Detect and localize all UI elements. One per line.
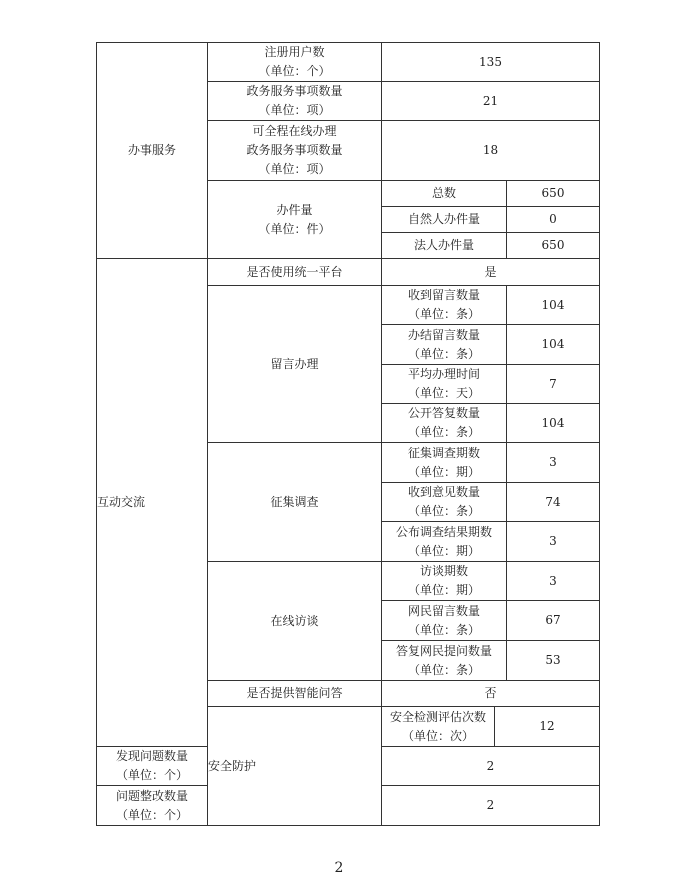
row-value: 2 <box>382 786 600 826</box>
sub-value: 67 <box>507 601 600 641</box>
sub-label: 收到留言数量 （单位：条） <box>382 286 507 325</box>
page-number: 2 <box>334 860 344 876</box>
sub-value: 104 <box>507 286 600 325</box>
sub-value: 3 <box>507 562 600 601</box>
row-label: 问题整改数量 （单位：个） <box>97 786 208 826</box>
sub-value: 650 <box>507 233 600 259</box>
row-value: 18 <box>382 121 600 181</box>
sub-value: 7 <box>507 365 600 404</box>
table-row <box>97 259 600 286</box>
group-label-survey: 征集调查 <box>208 443 382 562</box>
sub-label: 公开答复数量 （单位：条） <box>382 404 507 443</box>
sub-value: 104 <box>507 325 600 365</box>
section-interaction: 互动交流 <box>97 259 208 747</box>
group-label-interview: 在线访谈 <box>208 562 382 681</box>
row-value: 是 <box>382 259 600 286</box>
sub-label: 收到意见数量 （单位：条） <box>382 483 507 522</box>
row-label: 可全程在线办理 政务服务事项数量 （单位：项） <box>208 121 382 181</box>
table-row <box>97 43 600 82</box>
sub-value: 74 <box>507 483 600 522</box>
sub-label: 征集调查期数 （单位：期） <box>382 443 507 483</box>
sub-label: 访谈期数 （单位：期） <box>382 562 507 601</box>
row-label: 是否提供智能问答 <box>208 681 382 707</box>
row-value: 135 <box>382 43 600 82</box>
sub-value: 3 <box>507 443 600 483</box>
statistics-table <box>96 42 600 826</box>
section-security: 安全防护 <box>208 707 382 826</box>
sub-label: 公布调查结果期数 （单位：期） <box>382 522 507 562</box>
volume-label: 办件量 （单位：件） <box>208 181 382 259</box>
row-label: 是否使用统一平台 <box>208 259 382 286</box>
sub-label: 自然人办件量 <box>382 207 507 233</box>
sub-label: 法人办件量 <box>382 233 507 259</box>
sub-value: 650 <box>507 181 600 207</box>
row-value: 否 <box>382 681 600 707</box>
sub-label: 网民留言数量 （单位：条） <box>382 601 507 641</box>
row-value: 2 <box>382 747 600 786</box>
sub-value: 0 <box>507 207 600 233</box>
sub-label: 总数 <box>382 181 507 207</box>
sub-value: 104 <box>507 404 600 443</box>
row-value: 21 <box>382 82 600 121</box>
group-label-messages: 留言办理 <box>208 286 382 443</box>
sub-label: 答复网民提问数量 （单位：条） <box>382 641 507 681</box>
row-label: 发现问题数量 （单位：个） <box>97 747 208 786</box>
row-label: 政务服务事项数量 （单位：项） <box>208 82 382 121</box>
sub-label: 平均办理时间 （单位：天） <box>382 365 507 404</box>
row-label: 安全检测评估次数 （单位：次） <box>382 707 495 747</box>
row-value: 12 <box>495 707 600 747</box>
section-service: 办事服务 <box>97 43 208 259</box>
sub-value: 3 <box>507 522 600 562</box>
row-label: 注册用户数 （单位：个） <box>208 43 382 82</box>
sub-value: 53 <box>507 641 600 681</box>
sub-label: 办结留言数量 （单位：条） <box>382 325 507 365</box>
